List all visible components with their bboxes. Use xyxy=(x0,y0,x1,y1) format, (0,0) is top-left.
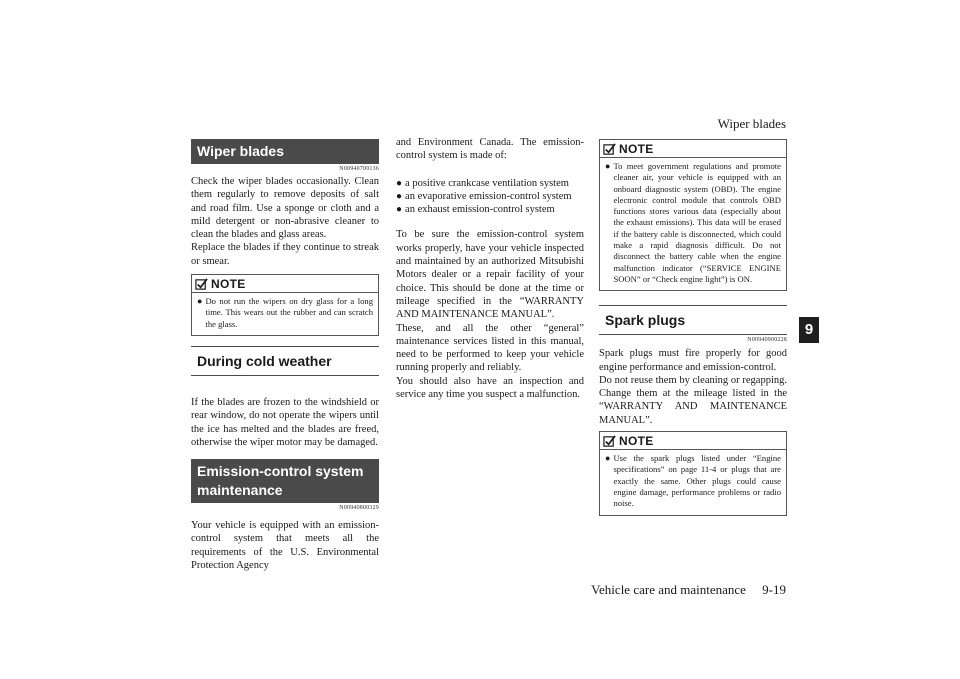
note-header xyxy=(600,140,786,158)
note-check-icon xyxy=(603,143,616,156)
bullet-icon: ● xyxy=(197,296,203,307)
list-item: ● a positive crankcase ventilation system xyxy=(396,177,569,189)
note-header xyxy=(192,275,378,293)
paragraph: Replace the blades if they continue to streak or smear. xyxy=(191,242,379,267)
section-code: N00940800329 xyxy=(339,505,379,512)
page-footer: Vehicle care and maintenance 9-19 xyxy=(591,582,786,597)
note-body xyxy=(600,158,786,290)
bullet-list xyxy=(396,177,584,217)
note-check-icon xyxy=(603,435,616,448)
section-title-cold-weather: During cold weather xyxy=(191,346,379,376)
column-1 xyxy=(191,139,379,572)
note-box xyxy=(191,274,379,336)
column-2 xyxy=(396,133,584,401)
running-head: Wiper blades xyxy=(717,116,786,131)
list-item: ● an evaporative emission-control system xyxy=(396,190,572,202)
wiper-body xyxy=(191,175,379,268)
chapter-tab: 9 xyxy=(799,317,819,343)
note-text: To meet government regulations and promote cleaner air, your vehicle is equipped with an onboard diagnostic system (OBD). The engine electronic control module that controls OBD functions stores various data (especially about the exhaust emissions). This data will be erased if the battery cable is disconnected, which could make a rapid diagnosis difficult. Do not disconnect the battery cable when the engine malfunction indicator (“SERVICE ENGINE SOON” or “Check engine light”) is ON. xyxy=(613,161,781,284)
section-title-emission: Emission-control system maintenance xyxy=(191,459,379,503)
column-3 xyxy=(599,139,787,516)
note-check-icon xyxy=(195,278,208,291)
section-title-spark-plugs: Spark plugs xyxy=(599,305,787,335)
note-text: Use the spark plugs listed under “Engine specifications” on page 11-4 or plugs that are exactly the same. Other plugs could cause engine damage, performance problems or radio noise. xyxy=(613,453,781,509)
bullet-icon: ● xyxy=(605,161,611,171)
paragraph: Do not reuse them by cleaning or regapping. Change them at the mileage listed in the “WARRANTY AND MAINTENANCE MANUAL”. xyxy=(599,374,787,426)
note-body xyxy=(192,293,378,335)
paragraph: If the blades are frozen to the windshield or rear window, do not operate the wipers until the ice has melted and the blades are freed, otherwise the wiper motor may be damaged. xyxy=(191,396,379,448)
bullet-icon: ● xyxy=(396,204,403,216)
paragraph: You should also have an inspection and service any time you suspect a malfunction. xyxy=(396,375,584,401)
bullet-icon: ● xyxy=(396,190,403,202)
note-body xyxy=(600,450,786,514)
section-title-wiper-blades: Wiper blades xyxy=(191,139,379,164)
note-label: NOTE xyxy=(211,277,246,292)
bullet-icon: ● xyxy=(605,453,611,464)
note-label: NOTE xyxy=(619,142,654,156)
note-header xyxy=(600,432,786,450)
note-box xyxy=(599,431,787,515)
note-label: NOTE xyxy=(619,434,654,449)
paragraph: To be sure the emission-control system works properly, have your vehicle inspected and maintained by an authorized Mitsubishi Motors dealer or a repair facility of your choice. This should be done at the time or mileage specified in the “WARRANTY AND MAINTENANCE MANUAL”. xyxy=(396,229,584,321)
paragraph: Check the wiper blades occasionally. Clean them regularly to remove deposits of salt and road film. Use a sponge or cloth and a mild detergent or non-abrasive cleaner to clean the blades and glass areas. xyxy=(191,176,379,241)
paragraph: These, and all the other “general” maintenance services listed in this manual, need to be performed to keep your vehicle running properly and reliably. xyxy=(396,322,584,374)
bullet-icon: ● xyxy=(396,177,403,189)
list-item: ● an exhaust emission-control system xyxy=(396,204,555,216)
section-code: N00940700136 xyxy=(339,166,379,172)
paragraph: Spark plugs must fire properly for good engine performance and emission-control. xyxy=(599,348,787,373)
paragraph: and Environment Canada. The emission-control system is made of: xyxy=(396,137,584,162)
note-box xyxy=(599,139,787,291)
note-text: Do not run the wipers on dry glass for a long time. This wears out the rubber and can scratch the glass. xyxy=(205,296,373,329)
paragraph: Your vehicle is equipped with an emission-control system that meets all the requirements of the U.S. Environmental Protection Agency xyxy=(191,520,379,572)
section-code: N00940900228 xyxy=(747,337,787,344)
